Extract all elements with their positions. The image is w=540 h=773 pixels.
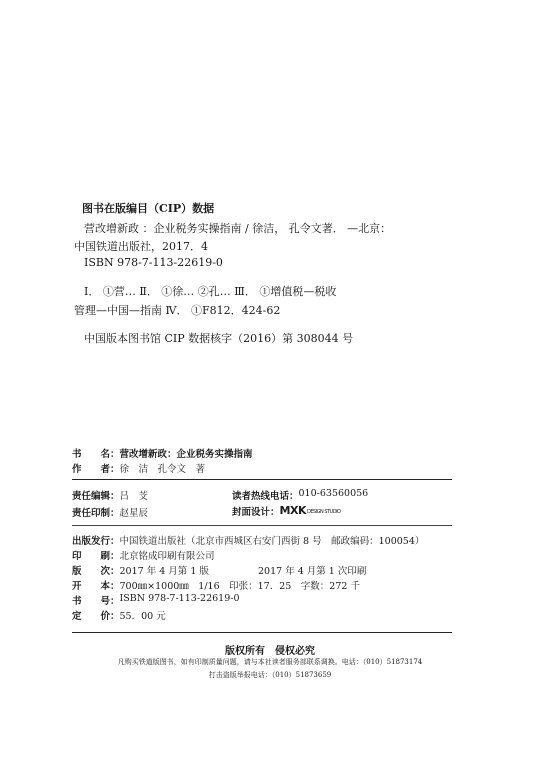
publisher-label: 出版发行：	[72, 536, 120, 547]
edition-label: 版 次：	[72, 566, 120, 577]
cip-line-5: 管理—中国—指南 Ⅳ． ①F812．424-62	[74, 304, 281, 317]
publisher-value: 中国铁道出版社（北京市西城区右安门西街 8 号 邮政编码：100054）	[119, 536, 425, 547]
editor-label: 责任编辑：	[72, 491, 120, 502]
printing-value: 赵星辰	[119, 508, 149, 519]
book-title-value: 营改增新政：企业税务实操指南	[119, 449, 253, 460]
printer-row	[72, 548, 215, 562]
book-title-label: 书 名：	[72, 449, 120, 460]
edition-value: 2017 年 4 月第 1 版	[119, 566, 209, 577]
divider-bottom	[72, 632, 452, 633]
cover-label: 封面设计：	[232, 507, 280, 518]
cover-logo-subtext: DESIGN STUDIO	[306, 509, 341, 515]
isbn-label: 书 号：	[72, 596, 120, 607]
cip-line-4: Ⅰ． ①营… Ⅱ． ①徐… ②孔… Ⅲ． ①增值税—税收	[84, 285, 337, 298]
divider-middle	[72, 525, 452, 526]
rights-notice: 版权所有 侵权必究	[225, 646, 315, 657]
hotline-value: 010-63560056	[298, 488, 369, 499]
printer-value: 北京铭成印刷有限公司	[119, 551, 215, 562]
price-value: 55．00 元	[119, 611, 166, 622]
cip-line-1: 营改增新政 ：企业税务实操指南 / 徐洁， 孔令文著． —北京：	[84, 222, 392, 235]
format-value: 700㎜×1000㎜ 1/16 印张：17．25 字数：272 千	[119, 581, 360, 592]
format-label: 开 本：	[72, 581, 120, 592]
cip-line-2: 中国铁道出版社，2017．4	[74, 240, 208, 253]
book-author-label: 作 者：	[72, 464, 120, 475]
piracy-hotline: 打击盗版举报电话：（010）51873659	[208, 671, 332, 679]
printing-date-row	[258, 563, 366, 577]
book-title-row	[72, 446, 253, 460]
cip-line-3: ISBN 978-7-113-22619-0	[84, 256, 223, 269]
isbn-value: ISBN 978-7-113-22619-0	[119, 593, 240, 604]
cover-row	[232, 504, 341, 518]
cover-designer-logo	[279, 504, 341, 518]
divider-top	[72, 479, 452, 480]
printer-label: 印 刷：	[72, 551, 120, 562]
printing-row	[72, 505, 148, 519]
cip-line-6: 中国版本图书馆 CIP 数据核字（2016）第 308044 号	[84, 332, 354, 345]
printing-date-value: 2017 年 4 月第 1 次印刷	[258, 566, 367, 577]
cip-title: 图书在版编目（CIP）数据	[82, 202, 215, 215]
price-label: 定 价：	[72, 611, 120, 622]
price-row	[72, 608, 166, 622]
book-author-value: 徐 洁 孔令文 著	[119, 464, 206, 475]
edition-row	[72, 563, 209, 577]
hotline-row	[232, 488, 368, 502]
isbn-row	[72, 593, 240, 607]
hotline-label: 读者热线电话：	[232, 491, 299, 502]
publisher-row	[72, 533, 424, 547]
book-author-row	[72, 461, 205, 475]
cover-logo-text: MXK	[279, 504, 306, 517]
quality-notice: 凡购买铁道版图书，如有印制质量问题，请与本社读者服务部联系调换。电话：（010）51873174	[117, 658, 423, 666]
editor-row	[72, 488, 148, 502]
editor-value: 吕 芠	[119, 491, 149, 502]
format-row	[72, 578, 360, 592]
printing-label: 责任印制：	[72, 508, 120, 519]
